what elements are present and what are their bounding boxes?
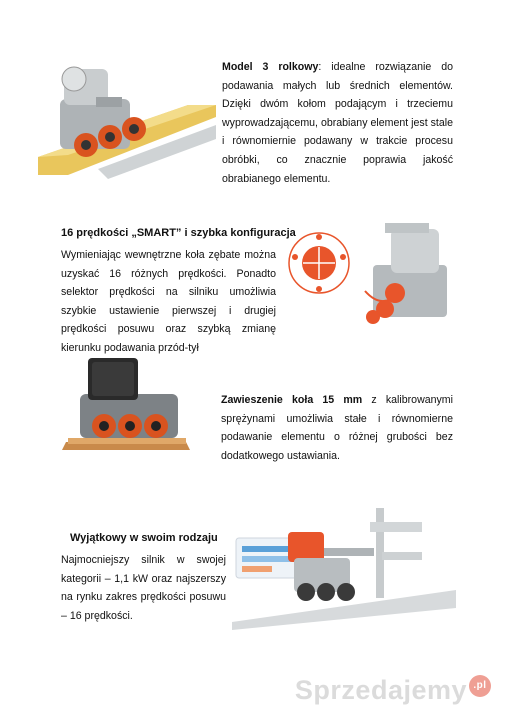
section2-text: Wymieniając wewnętrzne koła zębate można uzyskać 16 różnych prędkości. Ponadto selektor prędkości na silniku umożliwia szybkie ustawienie pierwszej i drugiej prędkości posuwu oraz szybką zmianę kierunku podawania przód-tył (61, 249, 276, 354)
feeder-on-stand-image (232, 504, 456, 630)
section1-text (222, 58, 453, 188)
gear-speed-selector-image (285, 217, 463, 330)
watermark-logo (295, 675, 491, 706)
section3-text (221, 391, 453, 465)
wheel-suspension-image (62, 354, 190, 450)
section3-body: z kalibrowanymi sprężynami umożliwia stałe i równomierne podawanie elementu o różnej grubości bez dodatkowego ustawiania. (221, 394, 453, 462)
feeder-3-roller-image (38, 57, 216, 179)
watermark-text: Sprzedajemy (294, 675, 467, 705)
section1-body: : idealne rozwiązanie do podawania małych lub średnich elementów. Dzięki dwóm kołom podającym i trzeciemu wyprowadzającemu, obrabiany element jest stale i równomiernie podawany w trakcie procesu obróbki, co znacznie poprawia jakość obrabianego elementu. (222, 61, 453, 185)
section4-text: Najmocniejszy silnik w swojej kategorii – 1,1 kW oraz najszerszy na rynku zakres prędkości posuwu – 16 prędkości. (61, 554, 226, 622)
section2-heading: 16 prędkości „SMART” i szybka konfiguracja (61, 227, 296, 239)
section4-heading: Wyjątkowy w swoim rodzaju (70, 532, 218, 544)
watermark-badge: .pl (469, 675, 491, 697)
section3-title: Zawieszenie koła 15 mm (221, 394, 363, 406)
section1-title: Model 3 rolkowy (222, 61, 319, 73)
